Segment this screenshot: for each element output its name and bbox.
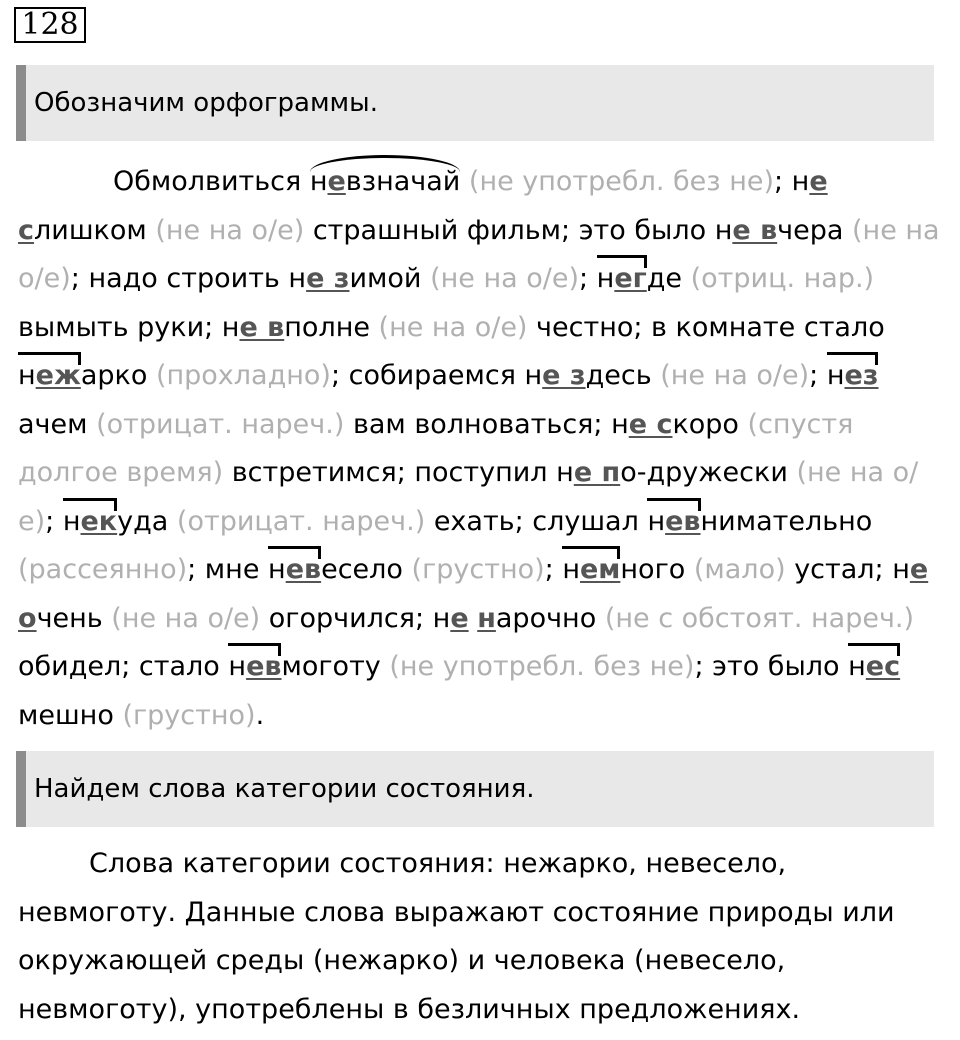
section-header-label: Обозначим орфограммы. bbox=[34, 88, 378, 118]
state-words-paragraph bbox=[18, 840, 946, 1034]
section-header-state-words bbox=[16, 751, 934, 827]
section-header-label: Найдем слова категории состояния. bbox=[34, 774, 535, 804]
state-words-text: Слова категории состояния: нежарко, невесело, невмоготу. Данные слова выражают состояние природы или окружающей среды (нежарко) и человека (невесело, невмоготу), употреблены в безличных предложениях. bbox=[18, 848, 895, 1025]
task-number: 128 bbox=[14, 7, 86, 43]
section-header-orthograms bbox=[16, 65, 934, 141]
orthogram-paragraph: Обмолвиться невзначай (не употребл. без не); не слишком (не на о/е) страшный фильм; это было не вчера (не на о/е); надо строить не зимой (не на о/е); негде (отриц. нар.) вымыть руки; не вполне (не на о/е) честно; в комнате стало нежарко (прохладно); собираемся не здесь (не на о/е); незачем (отрицат. нареч.) вам волноваться; не скоро (спустя долгое время) встретимся; поступил не по-дружески (не на о/е); некуда (отрицат. нареч.) ехать; слушал невнимательно (рассеянно); мне невесело (грустно); немного (мало) устал; не очень (не на о/е) огорчился; не нарочно (не с обстоят. нареч.) обидел; стало невмоготу (не употребл. без не); это было несмешно (грустно). bbox=[18, 158, 946, 740]
